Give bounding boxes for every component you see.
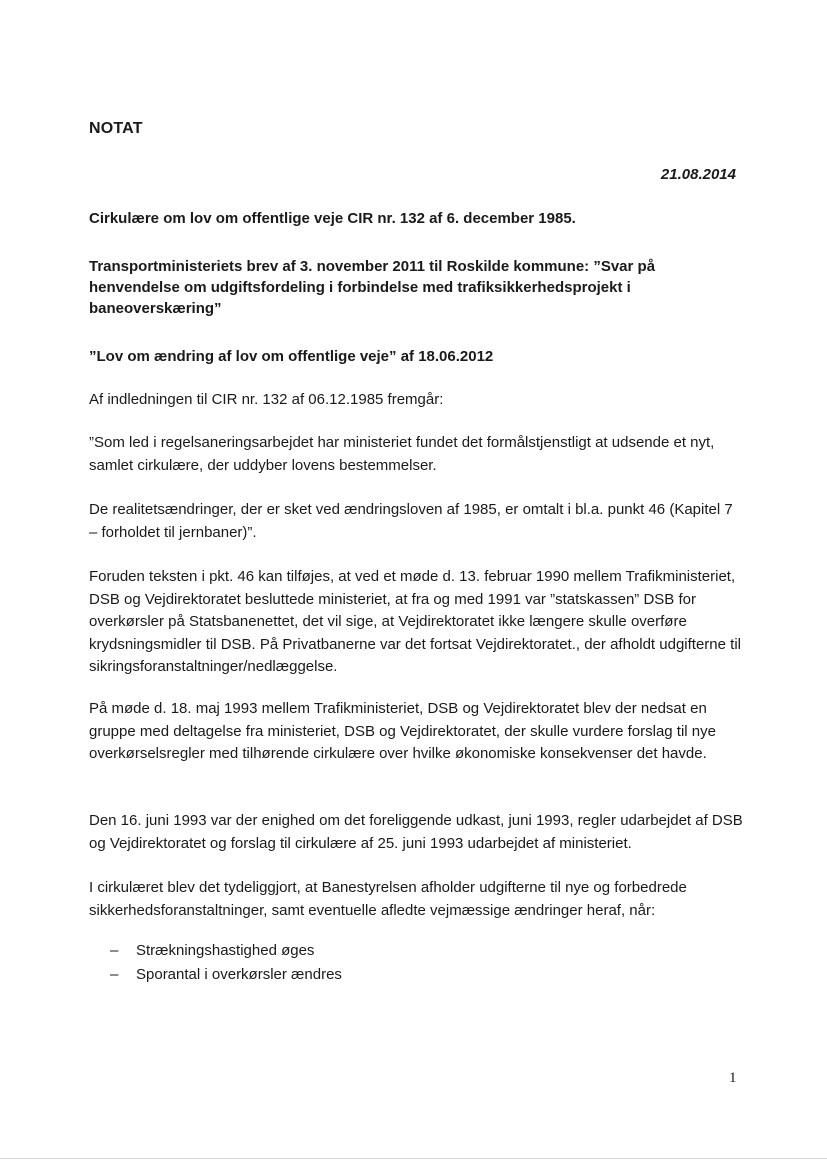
document-heading: NOTAT	[89, 120, 143, 137]
paragraph-meeting-1990: Foruden teksten i pkt. 46 kan tilføjes, at ved et møde d. 13. februar 1990 mellem Trafikministeriet, DSB og Vejdirektoratet besluttede ministeriet, at fra og med 1991 var ”statskassen” DSB for overkørsler på Statsbanenettet, det vil sige, at Vejdirektoratet ikke længere skulle overføre krydsningsmidler til DSB. På Privatbanerne var det fortsat Vejdirektoratet., der afholdt udgifterne til sikringsforanstaltninger/nedlæggelse.	[89, 568, 741, 675]
paragraph-quote-start: ”Som led i regelsaneringsarbejdet har ministeriet fundet det formålstjenstligt at udsende et nyt, samlet cirkulære, der uddyber lovens bestemmelser.	[89, 434, 715, 474]
paragraph-quote-end: De realitetsændringer, der er sket ved ændringsloven af 1985, er omtalt i bl.a. punkt 46 (Kapitel 7 – forholdet til jernbaner)”.	[89, 501, 733, 541]
document-date: 21.08.2014	[660, 166, 736, 183]
subject-line-circular: Cirkulære om lov om offentlige veje CIR nr. 132 af 6. december 1985.	[89, 210, 576, 227]
paragraph-agreement-1993: Den 16. juni 1993 var der enighed om det foreliggende udkast, juni 1993, regler udarbejdet af DSB og Vejdirektoratet og forslag til cirkulære af 25. juni 1993 udarbejdet af ministeriet.	[89, 812, 743, 852]
paragraph-meeting-1993: På møde d. 18. maj 1993 mellem Trafikministeriet, DSB og Vejdirektoratet blev der nedsat en gruppe med deltagelse fra ministeriet, DSB og Vejdirektoratet, der skulle vurdere forslag til nye overkørselsregler med tilhørende cirkulære over hvilke økonomiske konsekvenser det havde.	[89, 700, 716, 762]
list-item: – Sporantal i overkørsler ændres	[110, 963, 710, 987]
paragraph-circular-clarification: I cirkulæret blev det tydeliggjort, at Banestyrelsen afholder udgifterne til nye og forbedrede sikkerhedsforanstaltninger, samt eventuelle afledte vejmæssige ændringer heraf, når:	[89, 879, 687, 919]
subject-line-ministry-letter: Transportministeriets brev af 3. november 2011 til Roskilde kommune: ”Svar på henvendelse om udgiftsfordeling i forbindelse med trafiksikkerhedsprojekt i baneoverskæring”	[89, 258, 656, 317]
page-number: 1	[729, 1070, 737, 1086]
paragraph-intro: Af indledningen til CIR nr. 132 af 06.12.1985 fremgår:	[89, 391, 444, 408]
conditions-list	[110, 939, 710, 987]
page-bottom-divider	[0, 1158, 827, 1159]
subject-line-amendment-law: ”Lov om ændring af lov om offentlige veje” af 18.06.2012	[89, 348, 494, 365]
list-item: – Strækningshastighed øges	[110, 939, 710, 963]
